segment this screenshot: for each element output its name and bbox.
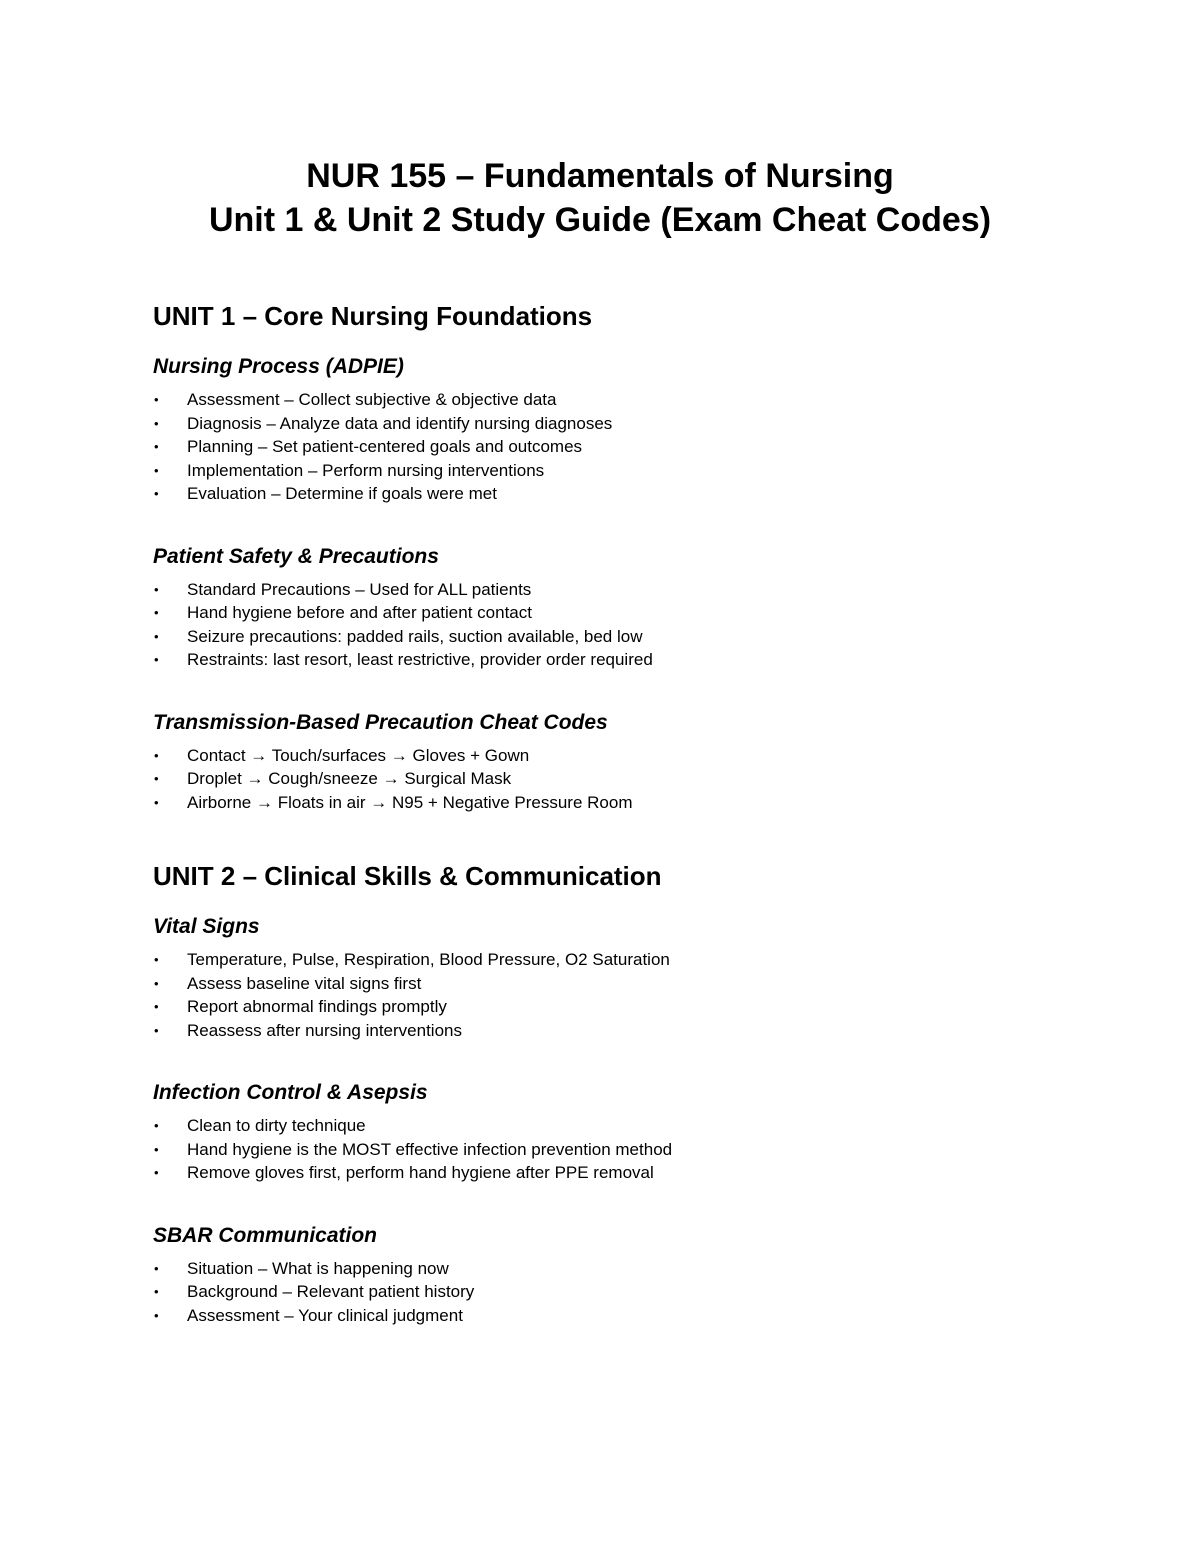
list-item: [153, 972, 1053, 996]
bullet-list: [153, 388, 1053, 506]
section-heading: SBAR Communication: [153, 1223, 378, 1247]
list-item-text: Hand hygiene before and after patient contact: [187, 603, 532, 622]
bullet-icon: •: [154, 1284, 159, 1299]
section-spacer: [153, 1042, 1053, 1078]
section-heading: Nursing Process (ADPIE): [153, 355, 404, 378]
bullet-icon: •: [154, 1118, 159, 1133]
list-item-text: Diagnosis – Analyze data and identify nursing diagnoses: [187, 413, 613, 433]
unit-spacer: [153, 814, 1053, 858]
section-heading: Vital Signs: [153, 915, 260, 938]
section: [153, 1221, 1053, 1328]
section-spacer: [153, 672, 1053, 708]
bullet-list: [153, 578, 1053, 672]
bullet-icon: •: [154, 581, 159, 597]
list-item-text: Seizure precautions: padded rails, suction available, bed low: [187, 626, 643, 646]
list-item-text: Evaluation – Determine if goals were met: [187, 484, 497, 503]
bullet-list: [153, 1257, 1053, 1328]
section: [153, 912, 1053, 1042]
list-item-text: Clean to dirty technique: [187, 1116, 366, 1135]
bullet-icon: •: [154, 1022, 159, 1038]
list-item: [153, 1161, 1053, 1185]
section: [153, 542, 1053, 672]
list-item: [153, 1114, 1053, 1138]
bullet-icon: •: [154, 1260, 159, 1276]
bullet-icon: •: [154, 392, 159, 407]
list-item: [153, 412, 1053, 436]
document-body: [153, 298, 1053, 1327]
bullet-icon: •: [154, 999, 159, 1014]
list-item-text: Reassess after nursing interventions: [187, 1020, 462, 1040]
list-item-text: Background – Relevant patient history: [187, 1282, 475, 1301]
list-item-text: Droplet → Cough/sneeze → Surgical Mask: [187, 769, 512, 788]
list-item-text: Assess baseline vital signs first: [187, 973, 422, 993]
list-item-text: Situation – What is happening now: [187, 1258, 449, 1278]
list-item-text: Contact → Touch/surfaces → Gloves + Gown: [187, 745, 530, 765]
list-item-text: Implementation – Perform nursing interventions: [187, 460, 545, 480]
list-item-text: Planning – Set patient-centered goals and outcomes: [187, 437, 583, 456]
list-item: [153, 1304, 1053, 1328]
list-item-text: Airborne → Floats in air → N95 + Negative Pressure Room: [187, 792, 633, 812]
list-item: [153, 1257, 1053, 1281]
bullet-icon: •: [154, 462, 159, 478]
list-item: [153, 388, 1053, 412]
bullet-icon: •: [154, 794, 159, 810]
list-item: [153, 948, 1053, 972]
bullet-icon: •: [154, 486, 159, 501]
list-item-text: Assessment – Your clinical judgment: [187, 1305, 463, 1325]
bullet-icon: •: [154, 975, 159, 991]
section-spacer: [153, 506, 1053, 542]
unit-heading: UNIT 1 – Core Nursing Foundations: [153, 301, 593, 331]
title-line-1: NUR 155 – Fundamentals of Nursing: [306, 157, 894, 195]
bullet-icon: •: [154, 652, 159, 667]
list-item-text: Report abnormal findings promptly: [187, 997, 447, 1016]
list-item: [153, 601, 1053, 625]
bullet-icon: •: [154, 747, 159, 763]
bullet-icon: •: [154, 605, 159, 620]
document-title: [0, 154, 1200, 242]
bullet-icon: •: [154, 415, 159, 431]
list-item-text: Remove gloves first, perform hand hygiene after PPE removal: [187, 1163, 654, 1182]
list-item: [153, 578, 1053, 602]
list-item-text: Temperature, Pulse, Respiration, Blood Pressure, O2 Saturation: [187, 950, 670, 969]
list-item-text: Hand hygiene is the MOST effective infection prevention method: [187, 1139, 673, 1159]
list-item-text: Restraints: last resort, least restrictive, provider order required: [187, 650, 653, 669]
bullet-icon: •: [154, 1141, 159, 1157]
list-item-text: Standard Precautions – Used for ALL patients: [187, 579, 532, 599]
list-item: [153, 648, 1053, 672]
section-heading: Infection Control & Asepsis: [153, 1081, 428, 1104]
list-item: [153, 1138, 1053, 1162]
bullet-list: [153, 1114, 1053, 1185]
section-heading: Transmission-Based Precaution Cheat Codes: [153, 710, 608, 734]
list-item: [153, 767, 1053, 791]
bullet-icon: •: [154, 1307, 159, 1323]
section: [153, 708, 1053, 815]
bullet-icon: •: [154, 952, 159, 967]
list-item: [153, 625, 1053, 649]
title-line-2: Unit 1 & Unit 2 Study Guide (Exam Cheat Codes): [208, 201, 992, 239]
bullet-icon: •: [154, 439, 159, 454]
list-item: [153, 744, 1053, 768]
section-spacer: [153, 1185, 1053, 1221]
section-heading: Patient Safety & Precautions: [153, 544, 439, 568]
list-item: [153, 995, 1053, 1019]
list-item: [153, 482, 1053, 506]
bullet-list: [153, 744, 1053, 815]
unit-heading: UNIT 2 – Clinical Skills & Communication: [153, 861, 662, 891]
bullet-icon: •: [154, 771, 159, 786]
list-item: [153, 459, 1053, 483]
bullet-icon: •: [154, 628, 159, 644]
list-item: [153, 435, 1053, 459]
list-item: [153, 1280, 1053, 1304]
list-item-text: Assessment – Collect subjective & objective data: [187, 390, 557, 409]
bullet-list: [153, 948, 1053, 1042]
list-item: [153, 1019, 1053, 1043]
list-item: [153, 791, 1053, 815]
bullet-icon: •: [154, 1165, 159, 1180]
section: [153, 1078, 1053, 1185]
section: [153, 352, 1053, 506]
